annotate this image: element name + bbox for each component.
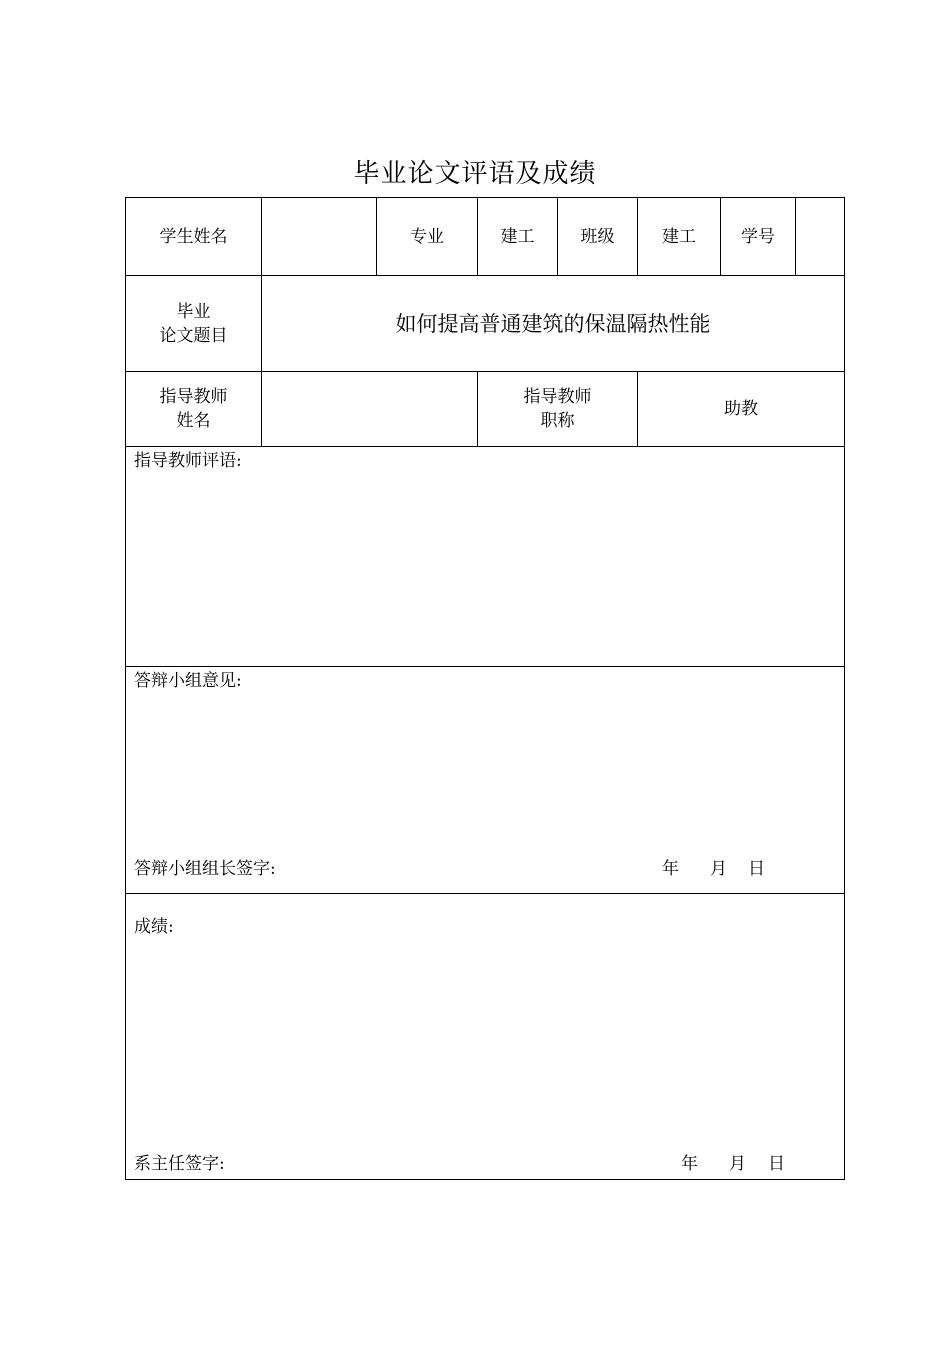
student-name-field[interactable]: [262, 198, 377, 276]
topic-field[interactable]: 如何提高普通建筑的保温隔热性能: [262, 276, 844, 372]
class-label: 班级: [558, 198, 638, 276]
advisor-name-label: [126, 372, 262, 447]
defense-date-day: 日: [748, 859, 765, 879]
advisor-title-label-line1: 指导教师: [523, 387, 592, 407]
grade-date-month: 月: [729, 1154, 746, 1174]
student-id-field[interactable]: [796, 198, 844, 276]
grade-section[interactable]: [126, 894, 844, 1179]
grade-date-year: 年: [681, 1154, 698, 1174]
advisor-comments-section[interactable]: [126, 447, 844, 667]
advisor-name-field[interactable]: [262, 372, 478, 447]
advisor-title-label-line2: 职称: [540, 411, 575, 431]
defense-date-month: 月: [710, 859, 727, 879]
defense-group-section[interactable]: [126, 667, 844, 894]
major-label: 专业: [377, 198, 478, 276]
advisor-name-label-line1: 指导教师: [159, 387, 228, 407]
defense-leader-signature-label: 答辩小组组长签字:: [134, 859, 276, 879]
grade-label: 成绩:: [134, 917, 174, 937]
advisor-title-field[interactable]: 助教: [638, 372, 844, 447]
dept-head-signature-label: 系主任签字:: [134, 1154, 225, 1174]
defense-group-label: 答辩小组意见:: [134, 671, 242, 691]
student-name-label: 学生姓名: [126, 198, 262, 276]
topic-label: [126, 276, 262, 372]
page-title: 毕业论文评语及成绩: [353, 159, 597, 189]
grade-date-day: 日: [768, 1154, 785, 1174]
student-id-label: 学号: [721, 198, 796, 276]
evaluation-form: [125, 197, 845, 1180]
topic-label-line2: 论文题目: [159, 325, 228, 346]
advisor-name-label-line2: 姓名: [176, 411, 211, 431]
advisor-title-label: [478, 372, 638, 447]
topic-label-line1: 毕业: [176, 301, 211, 322]
major-field[interactable]: 建工: [478, 198, 558, 276]
defense-date-year: 年: [662, 859, 679, 879]
class-field[interactable]: 建工: [638, 198, 721, 276]
advisor-comments-label: 指导教师评语:: [134, 451, 242, 471]
